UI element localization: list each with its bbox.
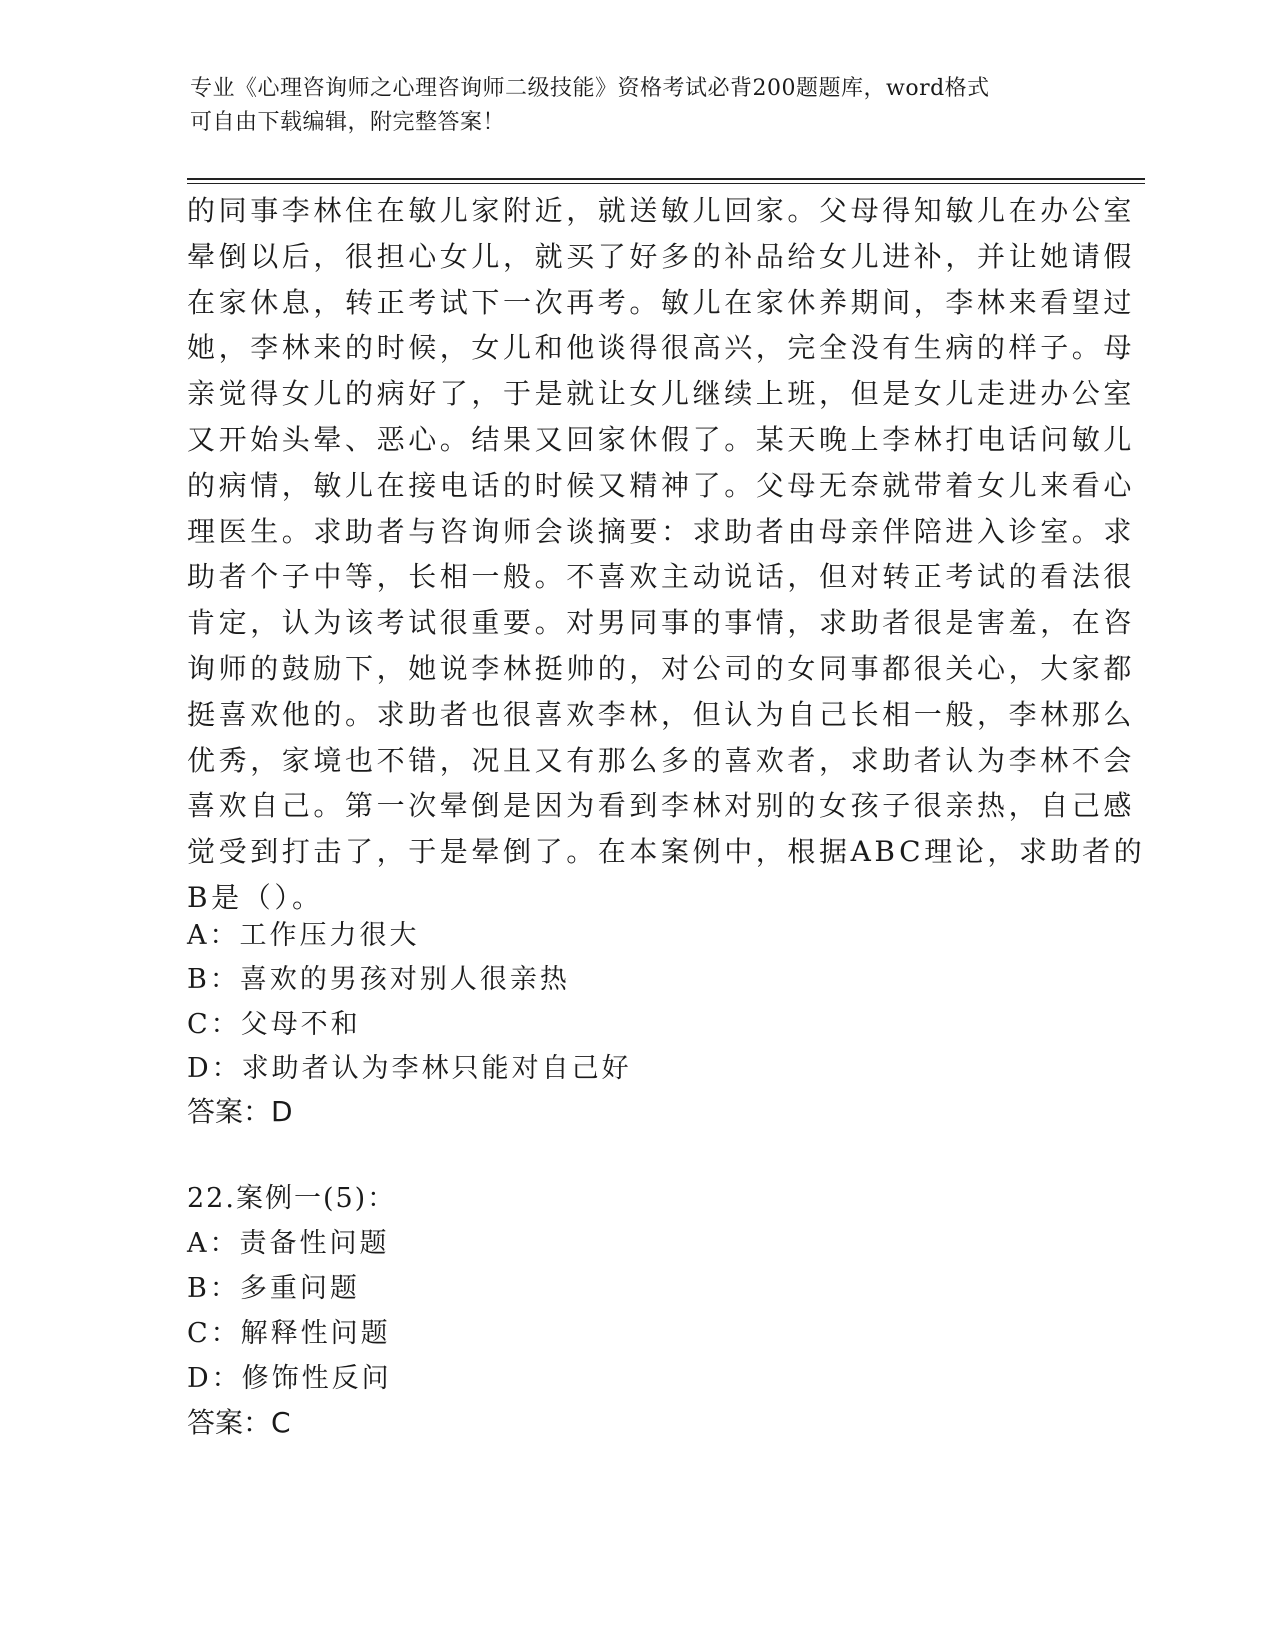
passage-line: 她，李林来的时候，女儿和他谈得很高兴，完全没有生病的样子。母: [187, 331, 1136, 365]
passage-line: 在家休息，转正考试下一次再考。敏儿在家休养期间，李林来看望过: [187, 285, 1136, 319]
passage-line: 挺喜欢他的。求助者也很喜欢李林，但认为自己长相一般，李林那么: [187, 697, 1136, 731]
document-header: [190, 72, 1070, 140]
q21-option-b: B：喜欢的男孩对别人很亲热: [187, 964, 570, 995]
q21-option-c: C：父母不和: [187, 1009, 361, 1040]
q22-option-d: D：修饰性反问: [187, 1363, 392, 1394]
passage-line: 晕倒以后，很担心女儿，就买了好多的补品给女儿进补，并让她请假: [187, 239, 1136, 273]
passage-line: 亲觉得女儿的病好了，于是就让女儿继续上班，但是女儿走进办公室: [187, 377, 1136, 411]
passage-line: 觉受到打击了，于是晕倒了。在本案例中，根据ABC理论，求助者的: [187, 835, 1146, 869]
header-line-2: 可自由下载编辑，附完整答案！: [190, 110, 506, 135]
passage-line: 又开始头晕、恶心。结果又回家休假了。某天晚上李林打电话问敏儿: [187, 422, 1136, 456]
passage-line: 喜欢自己。第一次晕倒是因为看到李林对别的女孩子很亲热，自己感: [187, 789, 1136, 823]
q22-answer: 答案：C: [187, 1406, 291, 1439]
q22-option-a: A：责备性问题: [187, 1228, 390, 1259]
q21-option-d: D：求助者认为李林只能对自己好: [187, 1053, 632, 1084]
q21-option-a: A：工作压力很大: [187, 920, 420, 951]
header-line-1: 专业《心理咨询师之心理咨询师二级技能》资格考试必背200题题库，word格式: [190, 76, 990, 101]
question-21-passage: [187, 188, 1146, 921]
header-rule-thin: [187, 183, 1145, 184]
passage-line: 肯定，认为该考试很重要。对男同事的事情，求助者很是害羞，在咨: [187, 606, 1136, 640]
q22-option-b: B：多重问题: [187, 1273, 360, 1304]
passage-line: 理医生。求助者与咨询师会谈摘要：求助者由母亲伴陪进入诊室。求: [187, 514, 1136, 548]
q21-answer: 答案：D: [187, 1095, 293, 1128]
passage-line: 的病情，敏儿在接电话的时候又精神了。父母无奈就带着女儿来看心: [187, 468, 1136, 502]
passage-line: 助者个子中等，长相一般。不喜欢主动说话，但对转正考试的看法很: [187, 560, 1136, 594]
passage-line: 优秀，家境也不错，况且又有那么多的喜欢者，求助者认为李林不会: [187, 743, 1136, 777]
q22-option-c: C：解释性问题: [187, 1318, 391, 1349]
passage-line: 的同事李林住在敏儿家附近，就送敏儿回家。父母得知敏儿在办公室: [187, 194, 1136, 227]
passage-line: 询师的鼓励下，她说李林挺帅的，对公司的女同事都很关心，大家都: [187, 651, 1136, 685]
passage-line: B是（）。: [187, 880, 324, 914]
header-rule-thick: [187, 178, 1145, 180]
q22-title: 22.案例一(5)：: [187, 1183, 397, 1214]
